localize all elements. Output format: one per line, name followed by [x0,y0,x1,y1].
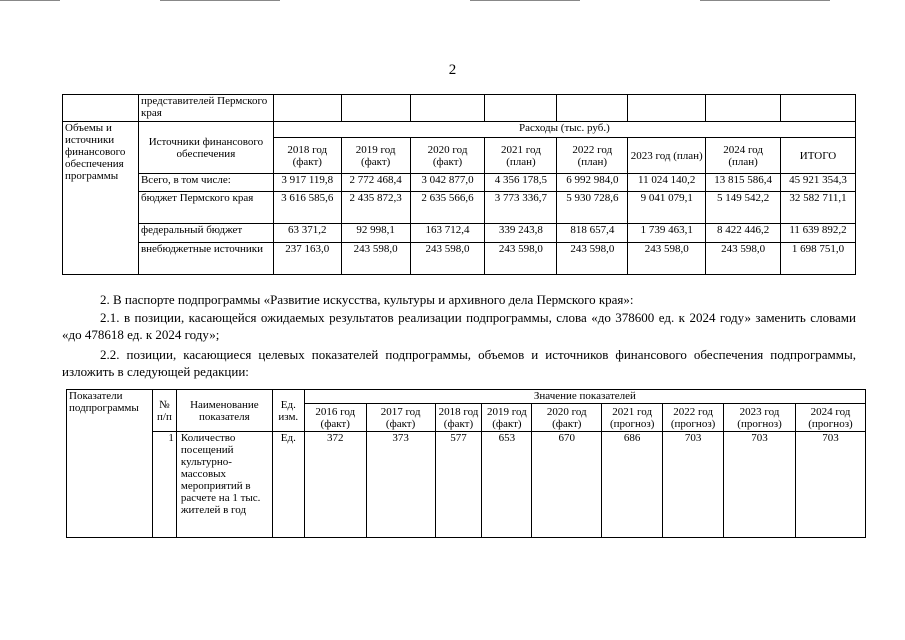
cont-empty-cell [63,95,139,122]
cont-cell [485,95,557,122]
cont-cell [628,95,706,122]
value-cell: 32 582 711,1 [781,192,856,224]
cont-cell [341,95,410,122]
value-cell: 11 639 892,2 [781,224,856,243]
value-cell: 92 998,1 [341,224,410,243]
value-cell: 372 [304,432,366,538]
year-header: 2021 год (прогноз) [602,404,663,432]
value-cell: 3 917 119,8 [273,174,341,192]
value-cell: 243 598,0 [706,243,781,275]
year-header: 2020 год (факт) [410,138,485,174]
source-label: Всего, в том числе: [138,174,273,192]
value-cell: 163 712,4 [410,224,485,243]
year-header: 2019 год (факт) [482,404,532,432]
value-cell: 3 042 877,0 [410,174,485,192]
value-cell: 243 598,0 [410,243,485,275]
value-cell: 577 [435,432,482,538]
table-row [67,432,866,538]
value-cell: 3 773 336,7 [485,192,557,224]
year-header: 2021 год (план) [485,138,557,174]
value-cell: 5 149 542,2 [706,192,781,224]
year-header: 2023 год (прогноз) [724,404,796,432]
value-cell: 3 616 585,6 [273,192,341,224]
value-cell: 5 930 728,6 [557,192,628,224]
financing-row-label: Объемы и источники финансового обеспечения программы [63,122,139,275]
value-cell: 6 992 984,0 [557,174,628,192]
year-header: 2018 год (факт) [435,404,482,432]
value-cell: 2 435 872,3 [341,192,410,224]
cont-cell [273,95,341,122]
cont-cell [706,95,781,122]
cont-text: представителей Пермского края [138,95,273,122]
unit-cell: Ед. [272,432,304,538]
year-header: 2018 год (факт) [273,138,341,174]
year-header: 2023 год (план) [628,138,706,174]
value-cell: 670 [532,432,602,538]
value-cell: 4 356 178,5 [485,174,557,192]
year-header: 2022 год (план) [557,138,628,174]
value-cell: 63 371,2 [273,224,341,243]
year-header: 2022 год (прогноз) [663,404,724,432]
value-cell: 243 598,0 [341,243,410,275]
indicator-name: Количество посещений культурно-массовых мероприятий в расчете на 1 тыс. жителей в год [176,432,272,538]
total-header: ИТОГО [781,138,856,174]
value-cell: 2 772 468,4 [341,174,410,192]
name-header: Наименование показателя [176,390,272,432]
table-row [63,174,856,192]
expenses-header: Расходы (тыс. руб.) [273,122,855,138]
value-cell: 339 243,8 [485,224,557,243]
value-cell: 9 041 079,1 [628,192,706,224]
paragraph-2: 2.1. в позиции, касающейся ожидаемых результатов реализации подпрограммы, слова «до 378600 ед. к 2024 году» заменить словами «до 478618 ед. к 2024 году»; [62,310,856,342]
value-cell: 243 598,0 [557,243,628,275]
value-cell: 818 657,4 [557,224,628,243]
value-cell: 703 [724,432,796,538]
table-row [63,192,856,224]
paragraph-1: 2. В паспорте подпрограммы «Развитие искусства, культуры и архивного дела Пермского края»: [100,292,634,307]
value-cell: 11 024 140,2 [628,174,706,192]
value-cell: 237 163,0 [273,243,341,275]
value-cell: 703 [663,432,724,538]
year-header: 2017 год (факт) [366,404,435,432]
source-label: внебюджетные источники [138,243,273,275]
table-row [63,243,856,275]
paragraph-3: 2.2. позиции, касающиеся целевых показателей подпрограммы, объемов и источников финансового обеспечения подпрограммы, изложить в следующей редакции: [62,347,856,379]
value-cell: 243 598,0 [485,243,557,275]
page-number: 2 [448,62,457,78]
value-cell: 243 598,0 [628,243,706,275]
indicators-table [66,389,866,538]
year-header: 2016 год (факт) [304,404,366,432]
table-row [63,224,856,243]
source-label: федеральный бюджет [138,224,273,243]
year-header: 2020 год (факт) [532,404,602,432]
value-cell: 8 422 446,2 [706,224,781,243]
year-header: 2019 год (факт) [341,138,410,174]
cont-cell [410,95,485,122]
value-cell: 2 635 566,6 [410,192,485,224]
cont-cell [781,95,856,122]
value-cell: 13 815 586,4 [706,174,781,192]
value-cell: 1 698 751,0 [781,243,856,275]
year-header: 2024 год (прогноз) [795,404,865,432]
indicators-label: Показатели подпрограммы [67,390,153,538]
value-cell: 1 739 463,1 [628,224,706,243]
scan-top-edge [0,0,905,3]
value-cell: 45 921 354,3 [781,174,856,192]
unit-header: Ед. изм. [272,390,304,432]
num-header: № п/п [152,390,176,432]
values-header: Значение показателей [304,390,865,404]
row-number: 1 [152,432,176,538]
value-cell: 703 [795,432,865,538]
year-header: 2024 год (план) [706,138,781,174]
value-cell: 653 [482,432,532,538]
value-cell: 686 [602,432,663,538]
cont-cell [557,95,628,122]
value-cell: 373 [366,432,435,538]
source-label: бюджет Пермского края [138,192,273,224]
sources-header: Источники финансового обеспечения [138,122,273,174]
financing-table [62,94,856,275]
